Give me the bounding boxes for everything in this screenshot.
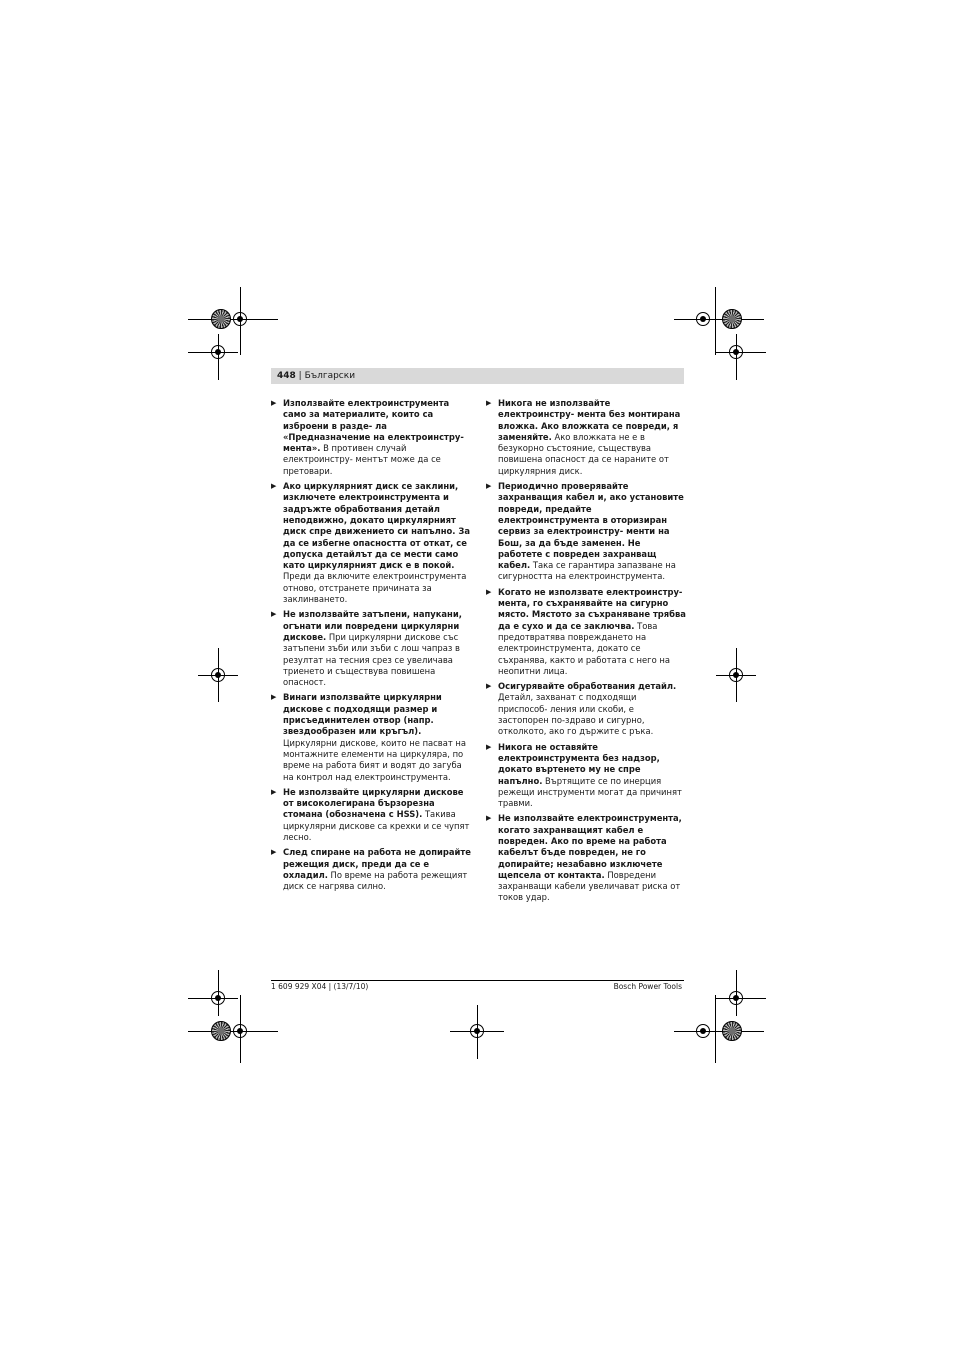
right-column	[486, 398, 686, 908]
footer-brand: Bosch Power Tools	[613, 982, 682, 991]
list-item: ▶ Използвайте електроинструмента само за материалите, които са изброени в разде- ла «Предназначение на електроинстру- мента». В противен случай електроинстру- ментът може да се претовари.	[271, 398, 464, 476]
list-item: ▶ Винаги използвайте циркулярни дискове с подходящи размер и присъединителен отвор (напр. звездообразен или кръгъл). Циркулярни дискове, които не пасват на монтажните елементи на циркуляра, по време на работа бият и водят до загуба на контрол над електроинструмента.	[271, 692, 467, 782]
bullet-arrow-icon: ▶	[486, 482, 492, 491]
list-item: ▶ Когато не използвате електроинстру- мента, го съхранявайте на сигурно място. Мястото за съхраняване трябва да е сухо и да се заключва. Това предотвратява повреждането на електроинструмента, докато се съхранява, както и работата с него на неопитни лица.	[486, 586, 686, 676]
list-item: ▶ Ако циркулярният диск се заклини, изключете електроинструмента и задръжте обработвания детайл неподвижно, докато циркулярният диск спре движението си напълно. За да се избегне опасността от откат, се допуска детайлът да се мести само като циркулярният диск е в покой. Преди да включите електроинструмента отново, отстранете причината за заклинването.	[271, 481, 470, 605]
bullet-arrow-icon: ▶	[271, 787, 277, 796]
bullet-arrow-icon: ▶	[486, 814, 492, 823]
list-item: ▶ Не използвайте затъпени, напукани, огънати или повредени циркулярни дискове. При циркулярни дискове със затъпени зъби или зъби с лош чапраз в резултат на тесния срез се увеличава триенето и съществува повишена опасност.	[271, 609, 462, 688]
list-item: ▶ Никога не оставяйте електроинструмента без надзор, докато въртенето му не спре напълно. Въртящите се по инерция режещи инструменти могат да причинят травми.	[486, 741, 682, 809]
list-item: ▶ Осигурявайте обработвания детайл. Детайл, захванат с подходящи приспособ- ления или скоби, е застопорен по-здраво и сигурно, отколкото, ако го държите с ръка.	[486, 681, 677, 737]
bullet-arrow-icon: ▶	[271, 848, 277, 857]
list-item: ▶ Не използвайте електроинструмента, когато захранващият кабел е повреден. Ако по време на работа кабелът бъде повреден, не го допирайте; незабавно изключете щепсела от контакта. Повредени захранващи кабели увеличават риска от токов удар.	[486, 813, 682, 903]
list-item: ▶ Не използвайте циркулярни дискове от високолегирана бързорезна стомана (обозначена с HSS). Такива циркулярни дискове са крехки и се чупят лесно.	[271, 786, 470, 842]
list-item: ▶ Периодично проверявайте захранващия кабел и, ако установите повреди, предайте електроинструмента в оторизиран сервиз за електроинстру- менти на Бош, за да бъде заменен. Не работете с повреден захранващ кабел. Така се гарантира запазване на сигурността на електроинструмента.	[486, 481, 684, 582]
page-number: 448	[277, 371, 296, 381]
header-language: Български	[304, 371, 356, 381]
bullet-arrow-icon: ▶	[486, 399, 492, 407]
footer-divider	[271, 980, 684, 981]
bullet-arrow-icon: ▶	[271, 482, 277, 491]
list-item: ▶ След спиране на работа не допирайте режещия диск, преди да се е охладил. По време на работа режещият диск се нагрява силно.	[271, 847, 471, 892]
bullet-arrow-icon: ▶	[486, 682, 492, 691]
bullet-arrow-icon: ▶	[271, 693, 277, 702]
header-separator: |	[295, 371, 305, 381]
page-header	[271, 368, 684, 384]
left-column	[271, 398, 471, 896]
bullet-arrow-icon: ▶	[486, 587, 492, 596]
footer-doc-code: 1 609 929 X04 | (13/7/10)	[271, 982, 369, 991]
list-item: ▶ Никога не използвайте електроинстру- мента без монтирана вложка. Ако вложката се повреди, я заменяйте. Ако вложката не е в безукорно състояние, съществува повишена опасност да се нараните от циркулярния диск.	[486, 398, 681, 476]
bullet-arrow-icon: ▶	[271, 399, 277, 407]
bullet-arrow-icon: ▶	[486, 742, 492, 751]
bullet-arrow-icon: ▶	[271, 610, 277, 619]
